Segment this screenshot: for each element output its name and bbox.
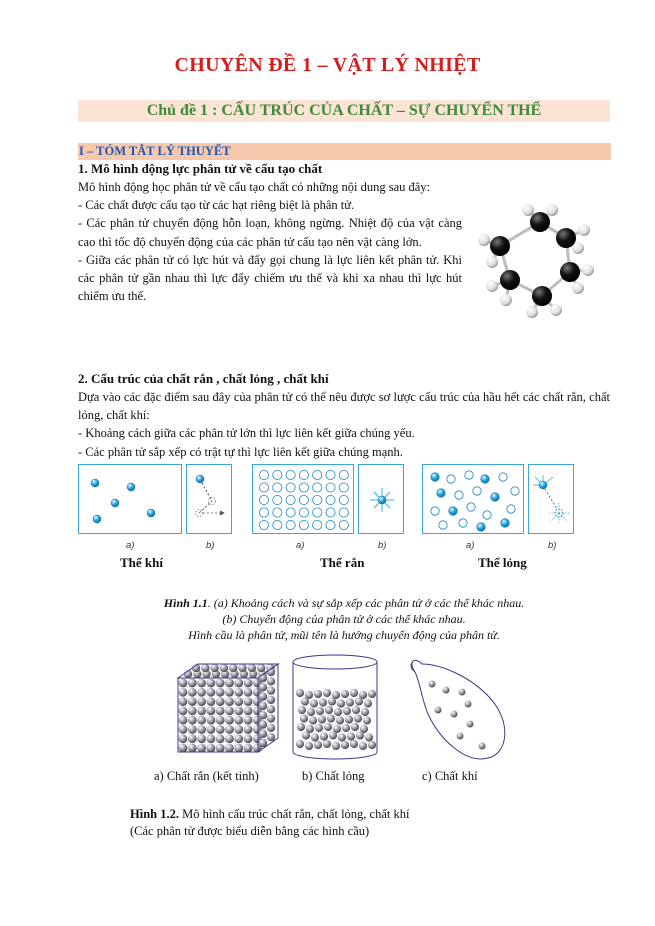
molecule — [207, 707, 216, 716]
figure-1-2-caption-note: (Các phân tử được biểu diễn bằng các hình cầu) — [130, 824, 370, 838]
molecule — [314, 690, 322, 698]
molecule — [361, 708, 369, 716]
molecule — [473, 487, 481, 495]
molecule — [334, 708, 342, 716]
molecule — [305, 742, 313, 750]
molecule — [459, 519, 467, 527]
molecule — [455, 491, 463, 499]
molecule — [188, 725, 197, 734]
molecule — [342, 724, 350, 732]
molecule — [259, 702, 267, 710]
molecule — [197, 734, 206, 743]
molecule — [244, 707, 253, 716]
solid-motion-panel — [358, 464, 404, 534]
molecule — [326, 508, 335, 517]
part1-heading: 1. Mô hình động lực phân tử về cấu tạo chất — [78, 161, 323, 176]
molecule — [197, 716, 206, 725]
molecule — [339, 508, 348, 517]
molecule — [244, 679, 253, 688]
molecule — [234, 725, 243, 734]
molecule — [225, 679, 234, 688]
molecule — [315, 724, 323, 732]
molecule — [350, 689, 358, 697]
molecule — [197, 679, 206, 688]
molecule — [259, 730, 267, 738]
molecule — [234, 716, 243, 725]
molecule — [499, 473, 507, 481]
molecule — [267, 696, 275, 704]
molecule — [188, 716, 197, 725]
molecule — [326, 470, 335, 479]
molecule — [328, 697, 336, 705]
figure-1-1-caption — [78, 595, 610, 643]
molecule — [341, 690, 349, 698]
molecule — [244, 744, 253, 753]
molecule — [359, 742, 367, 750]
molecule — [286, 470, 295, 479]
figure-1-2-label-solid: a) Chất rắn (kết tinh) — [154, 769, 259, 783]
molecule — [179, 744, 188, 753]
molecule — [296, 689, 304, 697]
molecule — [318, 715, 326, 723]
molecule — [339, 520, 348, 529]
molecule — [356, 731, 364, 739]
molecule — [332, 742, 340, 750]
molecule — [338, 733, 346, 741]
molecule — [297, 723, 305, 731]
molecule — [216, 697, 225, 706]
molecule — [431, 473, 439, 481]
figure-1-2-caption-label: Hình 1.2. — [130, 807, 179, 821]
molecule — [299, 520, 308, 529]
molecule — [267, 677, 275, 685]
molecule — [179, 688, 188, 697]
molecule — [286, 483, 295, 492]
molecule — [197, 744, 206, 753]
molecule — [299, 470, 308, 479]
molecule — [234, 734, 243, 743]
molecule — [197, 697, 206, 706]
molecule — [286, 520, 295, 529]
molecule — [179, 716, 188, 725]
solid-label-a: a) — [296, 540, 305, 551]
molecule — [220, 664, 228, 672]
molecule — [350, 740, 358, 748]
molecule — [511, 487, 519, 495]
molecule — [210, 664, 218, 672]
molecule — [225, 697, 234, 706]
molecule — [319, 698, 327, 706]
molecule — [347, 732, 355, 740]
molecule — [273, 520, 282, 529]
molecule — [216, 744, 225, 753]
molecule — [337, 699, 345, 707]
molecule — [267, 724, 275, 732]
molecule — [197, 725, 206, 734]
molecule — [216, 688, 225, 697]
molecule — [244, 697, 253, 706]
molecule — [225, 707, 234, 716]
figure-1-2-illustration — [170, 654, 525, 769]
section-heading: I – TÓM TẮT LÝ THUYẾT — [78, 143, 611, 160]
molecule — [179, 725, 188, 734]
molecule — [323, 689, 331, 697]
gas-label-a: a) — [126, 540, 135, 551]
molecule — [501, 519, 509, 527]
molecule — [365, 733, 373, 741]
molecule — [179, 734, 188, 743]
molecule — [267, 733, 275, 741]
molecule — [234, 707, 243, 716]
molecule — [313, 508, 322, 517]
molecule — [207, 734, 216, 743]
molecule — [207, 744, 216, 753]
gas-label-b: b) — [206, 540, 215, 551]
molecule — [244, 734, 253, 743]
molecule — [313, 520, 322, 529]
molecule — [447, 475, 455, 483]
molecule — [207, 679, 216, 688]
figure-1-1-label: Hình 1.1 — [163, 596, 208, 610]
molecule — [259, 692, 267, 700]
figure-1-1-line3: Hình cầu là phân tử, mũi tên là hướng chuyển động của phân tử. — [188, 628, 500, 642]
molecule — [259, 520, 268, 529]
molecule — [248, 664, 256, 672]
molecule — [225, 716, 234, 725]
molecule — [234, 697, 243, 706]
molecule — [267, 714, 275, 722]
molecule — [431, 507, 439, 515]
molecule — [244, 688, 253, 697]
molecule — [257, 664, 265, 672]
molecule — [329, 731, 337, 739]
gas-arrangement-panel — [78, 464, 182, 534]
molecule — [267, 705, 275, 713]
molecule — [207, 697, 216, 706]
figure-1-2-label-gas: c) Chất khí — [422, 769, 478, 783]
molecule — [225, 725, 234, 734]
molecule — [325, 706, 333, 714]
molecule — [244, 716, 253, 725]
molecule — [477, 523, 485, 531]
molecule — [300, 714, 308, 722]
solid-label-b: b) — [378, 540, 387, 551]
molecule — [311, 733, 319, 741]
molecule — [301, 697, 309, 705]
molecule — [267, 686, 275, 694]
part1-point-3: - Giữa các phân tử có lực hút và đẩy gọi chung là lực liên kết phân tử. Khi các phân tử gần nhau thì lực đẩy chiếm ưu thế và khi xa nhau thì lực hút chiếm ưu thế. — [78, 252, 462, 304]
part1-intro: Mô hình động học phân tử về cấu tạo chất có những nội dung sau đây: — [78, 180, 431, 194]
molecule — [259, 720, 267, 728]
molecule — [326, 483, 335, 492]
molecule — [273, 470, 282, 479]
molecule — [225, 734, 234, 743]
molecule — [314, 741, 322, 749]
molecule — [354, 714, 362, 722]
part2-point-1: - Khoảng cách giữa các phân tử lớn thì lực liên kết giữa chúng yếu. — [78, 426, 415, 441]
molecule — [259, 470, 268, 479]
molecule — [449, 507, 457, 515]
molecule — [363, 716, 371, 724]
figure-1-2-label-liquid: b) Chất lỏng — [302, 769, 365, 783]
molecule — [368, 690, 376, 698]
molecule — [286, 495, 295, 504]
molecule — [234, 688, 243, 697]
molecule — [216, 716, 225, 725]
liquid-label-a: a) — [466, 540, 475, 551]
molecule — [286, 508, 295, 517]
molecule — [341, 741, 349, 749]
part2-body — [78, 388, 610, 461]
molecule — [197, 688, 206, 697]
molecule — [188, 734, 197, 743]
molecule — [207, 688, 216, 697]
molecule — [201, 664, 209, 672]
molecule — [238, 664, 246, 672]
molecule — [216, 707, 225, 716]
molecule — [313, 470, 322, 479]
molecule — [299, 483, 308, 492]
molecule — [234, 744, 243, 753]
molecule — [207, 725, 216, 734]
molecule — [465, 471, 473, 479]
solid-arrangement-panel — [252, 464, 354, 534]
part1-body — [78, 178, 462, 305]
molecule — [225, 744, 234, 753]
molecule — [309, 716, 317, 724]
molecule — [273, 508, 282, 517]
molecule — [507, 505, 515, 513]
figure-1-1-line1: . (a) Khoảng cách và sự sắp xếp các phân tử ở các thể khác nhau. — [207, 596, 525, 610]
molecule — [316, 707, 324, 715]
molecule — [339, 495, 348, 504]
state-gas-label: Thể khí — [120, 555, 163, 570]
molecule — [313, 483, 322, 492]
molecule — [346, 698, 354, 706]
page-title: CHUYÊN ĐỀ 1 – VẬT LÝ NHIỆT — [174, 54, 481, 76]
state-liquid-label: Thể lỏng — [478, 555, 527, 570]
molecule — [296, 740, 304, 748]
topic-heading: Chủ đề 1 : CẤU TRÚC CỦA CHẤT – SỰ CHUYỂN THỂ — [78, 100, 610, 122]
molecule — [216, 679, 225, 688]
molecule — [326, 520, 335, 529]
molecule — [467, 503, 475, 511]
figure-1-2-caption-text: Mô hình cấu trúc chất rắn, chất lỏng, chất khí — [178, 807, 410, 821]
part1-point-1: - Các chất được cấu tạo từ các hạt riêng biệt là phân tử. — [78, 198, 355, 213]
molecule — [368, 741, 376, 749]
molecule — [259, 508, 268, 517]
molecule — [324, 723, 332, 731]
molecule — [197, 707, 206, 716]
molecule — [188, 679, 197, 688]
molecule — [339, 470, 348, 479]
gas-motion-panel — [186, 464, 232, 534]
molecule — [323, 740, 331, 748]
molecule-illustration — [470, 200, 610, 330]
molecule — [259, 711, 267, 719]
molecule — [179, 697, 188, 706]
molecule — [336, 716, 344, 724]
molecule — [188, 697, 197, 706]
part2-point-2: - Các phân tử sắp xếp có trật tự thì lực liên kết giữa chúng mạnh. — [78, 444, 403, 459]
molecule — [320, 732, 328, 740]
molecule — [188, 688, 197, 697]
molecule — [259, 483, 268, 492]
molecule — [298, 706, 306, 714]
molecule — [302, 731, 310, 739]
molecule — [216, 725, 225, 734]
molecule — [307, 708, 315, 716]
molecule — [481, 475, 489, 483]
molecule — [179, 679, 188, 688]
molecule — [364, 699, 372, 707]
molecule — [339, 483, 348, 492]
part1-point-2: - Các phân tử chuyển động hỗn loạn, không ngừng. Nhiệt độ của vật càng cao thì tốc độ chuyển động của các phân tử cấu tạo nên vật càng lớn. — [78, 216, 462, 249]
molecule — [355, 697, 363, 705]
molecule — [491, 493, 499, 501]
molecule — [299, 495, 308, 504]
molecule — [343, 707, 351, 715]
molecule — [310, 699, 318, 707]
molecule — [234, 679, 243, 688]
part2-heading: 2. Cấu trúc của chất rắn , chất lỏng , chất khí — [78, 371, 329, 386]
molecule — [326, 495, 335, 504]
molecule — [273, 483, 282, 492]
molecule — [439, 521, 447, 529]
molecule — [351, 723, 359, 731]
molecule — [345, 715, 353, 723]
molecule — [229, 664, 237, 672]
figure-1-1-line2: (b) Chuyển động của phân tử ở các thể khác nhau. — [222, 612, 466, 626]
molecule — [352, 706, 360, 714]
molecule — [207, 716, 216, 725]
molecule — [179, 707, 188, 716]
part2-intro: Dựa vào các đặc điểm sau đây của phân tử có thể nêu được sơ lược cấu trúc của hầu hết các chất rắn, chất lỏng, chất khí: — [78, 390, 610, 423]
state-solid-label: Thể rắn — [320, 555, 365, 570]
molecule — [299, 508, 308, 517]
figure-1-2-caption — [130, 806, 409, 840]
molecule — [327, 714, 335, 722]
liquid-motion-panel — [528, 464, 574, 534]
molecule — [188, 744, 197, 753]
molecule — [273, 495, 282, 504]
molecule — [188, 707, 197, 716]
molecule — [216, 734, 225, 743]
molecule — [259, 683, 267, 691]
liquid-arrangement-panel — [422, 464, 524, 534]
molecule — [483, 511, 491, 519]
molecule — [244, 725, 253, 734]
molecule — [313, 495, 322, 504]
molecule — [259, 495, 268, 504]
molecule — [225, 688, 234, 697]
molecule — [437, 489, 445, 497]
liquid-label-b: b) — [548, 540, 557, 551]
